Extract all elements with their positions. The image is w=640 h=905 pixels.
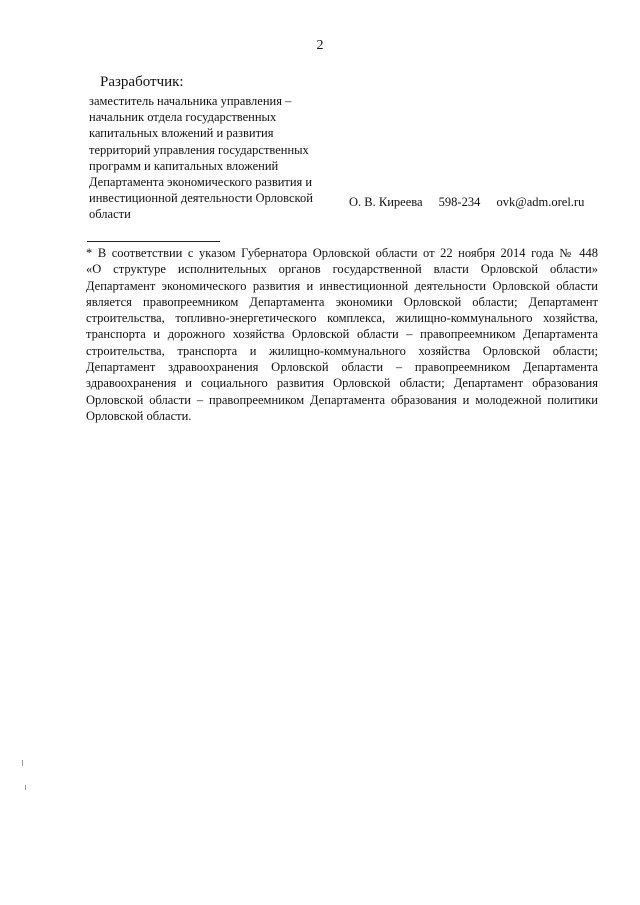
footnote-line: Орловской области – правопреемником Департамента образования и молодежной политики xyxy=(86,392,598,407)
developer-phone: 598-234 xyxy=(438,195,481,209)
position-line: заместитель начальника управления – xyxy=(89,94,292,108)
position-line: Департамента экономического развития и xyxy=(89,175,313,190)
footnote-line: * В соответствии с указом Губернатора Орловской области от 22 ноября 2014 года № 448 xyxy=(86,246,598,260)
footnote-line: Департамент экономического развития и инвестиционной деятельности Орловской области xyxy=(86,278,598,293)
position-line: инвестиционной деятельности Орловской xyxy=(89,191,313,206)
position-line: программ и капитальных вложений xyxy=(89,158,279,173)
scan-artifact xyxy=(22,760,23,766)
developer-position xyxy=(89,93,339,223)
footnote-line: Орловской области. xyxy=(86,408,192,423)
contact-line xyxy=(349,195,584,210)
footnote-line: «О структуре исполнительных органов государственной власти Орловской области» xyxy=(86,262,598,277)
scan-artifact xyxy=(25,785,26,790)
position-line: начальник отдела государственных xyxy=(89,110,277,125)
footnote-separator xyxy=(87,241,220,242)
footnote xyxy=(86,245,598,424)
developer-heading: Разработчик: xyxy=(100,74,184,90)
developer-email[interactable]: ovk@adm.orel.ru xyxy=(496,195,585,209)
footnote-line: транспорта и дорожного хозяйства Орловской области – правопреемником Департамента xyxy=(86,327,598,342)
footnote-line: строительства, топливно-энергетического комплекса, жилищно-коммунального хозяйства, xyxy=(86,311,598,326)
footnote-line: Департамент здравоохранения Орловской области – правопреемником Департамента xyxy=(86,360,598,375)
footnote-line: является правопреемником Департамента экономики Орловской области; Департамент xyxy=(86,294,598,309)
position-line: капитальных вложений и развития xyxy=(89,126,274,141)
position-line: территорий управления государственных xyxy=(89,142,309,157)
page-number: 2 xyxy=(316,38,324,53)
developer-name: О. В. Киреева xyxy=(349,195,423,209)
footnote-line: здравоохранения и социального развития Орловской области; Департамент образования xyxy=(86,376,598,391)
position-line: области xyxy=(89,207,131,222)
footnote-line: строительства, транспорта и жилищно-коммунального хозяйства Орловской области; xyxy=(86,343,598,358)
